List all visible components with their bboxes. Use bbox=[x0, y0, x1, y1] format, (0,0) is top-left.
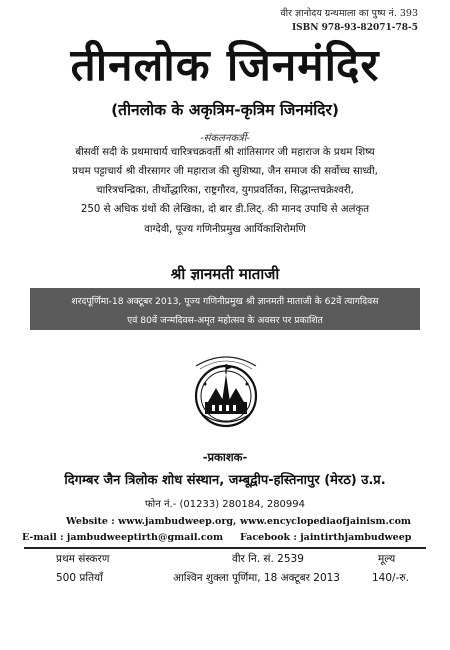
vir-nirvana-year: वीर नि. सं. 2539 bbox=[232, 553, 304, 565]
occasion-line: शरदपूर्णिमा-18 अक्टूबर 2013, पूज्य गणिनीप्रमुख श्री ज्ञानमती माताजी के 62वें त्यागदिवस bbox=[71, 296, 379, 307]
divider bbox=[24, 547, 426, 549]
book-subtitle: (तीनलोक के अकृत्रिम-कृत्रिम जिनमंदिर) bbox=[111, 101, 339, 119]
publisher-phone: फोन नं.- (01233) 280184, 280994 bbox=[144, 499, 306, 510]
encyclopedia-link[interactable]: www.encyclopediaofjainism.com bbox=[240, 516, 411, 527]
author-bio-line: वाग्देवी, पूज्य गणिनीप्रमुख आर्यिकाशिरोमणि bbox=[144, 224, 306, 235]
publication-date: आश्विन शुक्ला पूर्णिमा, 18 अक्टूबर 2013 bbox=[173, 572, 340, 584]
author-bio-line: बीसवीं सदी के प्रथमाचार्य चारित्रचक्रवर्ती श्री शांतिसागर जी महाराज के प्रथम शिष्य bbox=[75, 147, 375, 158]
price-value: 140/-रु. bbox=[372, 572, 409, 584]
author-name: श्री ज्ञानमती माताजी bbox=[170, 265, 280, 283]
author-bio-line: 250 से अधिक ग्रंथों की लेखिका, दो बार डी.लिट्. की मानद उपाधि से अलंकृत bbox=[80, 204, 370, 215]
website-link[interactable]: Website : www.jambudweep.org, bbox=[66, 516, 237, 527]
price-label: मूल्य bbox=[378, 553, 396, 565]
series-number: वीर ज्ञानोदय ग्रन्थमाला का पुष्प नं. 393 bbox=[280, 8, 418, 19]
book-title: तीनलोक जिनमंदिर bbox=[70, 40, 380, 91]
edition-copies: 500 प्रतियाँ bbox=[56, 572, 103, 584]
publisher-label: -प्रकाशक- bbox=[202, 450, 248, 464]
isbn: ISBN 978-93-82071-78-5 bbox=[291, 23, 418, 33]
author-bio-line: चारित्रचन्द्रिका, तीर्थोद्धारिका, राष्ट्रगौरव, युगप्रवर्तिका, सिद्धान्तचक्रेश्वरी, bbox=[96, 185, 354, 196]
facebook-link[interactable]: Facebook : jaintirthjambudweep bbox=[240, 532, 412, 543]
occasion-banner bbox=[30, 288, 420, 330]
publisher-name: दिगम्बर जैन त्रिलोक शोध संस्थान, जम्बूद्वीप-हस्तिनापुर (मेरठ) उ.प्र. bbox=[64, 473, 386, 488]
occasion-line: एवं 80वें जन्मदिवस-अमृत महोत्सव के अवसर पर प्रकाशित bbox=[127, 315, 323, 326]
jambudweep-temple-seal-icon bbox=[188, 344, 264, 430]
email-link[interactable]: E-mail : jambudweeptirth@gmail.com bbox=[22, 532, 223, 543]
edition-label: प्रथम संस्करण bbox=[56, 553, 110, 565]
compiler-label: -संकलनकर्त्री- bbox=[200, 133, 250, 144]
author-bio-line: प्रथम पट्टाचार्य श्री वीरसागर जी महाराज की सुशिष्या, जैन समाज की सर्वोच्च साध्वी, bbox=[72, 166, 378, 177]
